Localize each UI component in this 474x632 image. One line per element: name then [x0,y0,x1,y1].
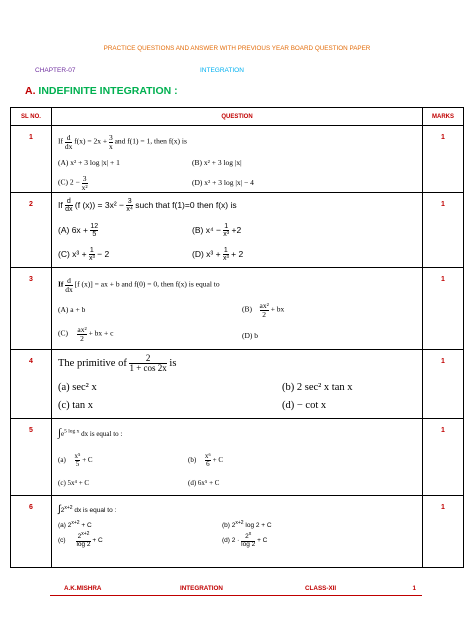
stem-part: and f(1) = 1, then f(x) is [114,136,187,146]
page-header: PRACTICE QUESTIONS AND ANSWER WITH PREVIOUS YEAR BOARD QUESTION PAPER [103,45,371,52]
option-b: (b) 2 sec² x tan x [282,382,353,393]
question-stem [58,504,116,515]
fraction: $\frac{d}{dx}$ [64,133,73,151]
footer-author: A.K.MISHRA [64,585,102,592]
stem-part: 2 [60,507,65,514]
fraction: $\frac{12}{5}$ [90,223,99,238]
fraction: $\frac{3}{\text{x⁴}}$ [126,198,133,213]
question-cell [52,268,423,350]
stem-part: If [58,279,64,289]
stem-part: such that f(1)=0 then f(x) is [135,199,237,210]
option-c: (c) $\frac{2^{x+2}}{\log 2}$ + C [58,531,103,548]
table-row [11,496,464,568]
table-row [11,419,464,496]
section-title: INDEFINITE INTEGRATION : [38,85,178,97]
option-text: (B) x⁴ − [192,224,221,235]
fraction: $\frac{3}{\text{x²}}$ [81,174,88,192]
option-c: (c) tan x [58,400,93,411]
option-text: (A) 6x + [58,224,88,235]
option-text: (C) 2 − [58,177,80,187]
col-question: QUESTION [52,108,423,126]
stem-part: dx is equal to : [81,430,123,438]
row-marks: 1 [423,350,464,419]
row-marks: 1 [423,268,464,350]
fraction: $\frac{\text{ax²}}{2}$ [259,301,269,319]
option-c [58,175,88,191]
fraction: $\frac{2^x}{\log 2}$ [241,531,256,548]
option-a: (A) a + b [58,305,86,314]
fraction: $\frac{2}{1 + \cos 2x}$ [129,353,167,373]
row-number: 3 [11,268,52,350]
option-b: (B) $\frac{\text{ax²}}{2}$ + bx [242,301,285,319]
option-d: (D) b [242,331,259,340]
question-stem [58,198,237,213]
option-text: (B) [242,304,252,314]
option-a: (a) sec² x [58,382,97,393]
stem-part: e [61,430,65,438]
exponent: x+2 [64,504,73,511]
option-d: (d) 2 · $\frac{2^x}{\log 2}$ + C [222,531,268,548]
question-stem [58,277,220,293]
row-marks: 1 [423,193,464,268]
option-a: (A) x² + 3 log |x| + 1 [58,158,120,167]
table-row [11,193,464,268]
chapter-label: CHAPTER-07 [35,67,76,74]
integral-sign: ∫ [58,504,61,515]
option-c: (C) $\frac{\text{ax²}}{2}$ + bx + c [58,325,114,343]
row-marks: 1 [423,496,464,568]
fraction: $\frac{\text{x⁵}}{5}$ [74,452,81,468]
question-cell [52,350,423,419]
option-b: (B) x² + 3 log |x| [192,158,242,167]
option-tail: +2 [229,224,242,235]
stem-part: f(x) = 2x + [74,136,108,146]
section-letter: A. [25,85,36,97]
fraction: $\frac{\text{x⁶}}{6}$ [204,452,211,468]
stem-part: If [58,199,63,210]
option-text: (D) x³ + [192,248,221,259]
option-a [58,223,98,238]
question-cell [52,126,423,193]
fraction: $\frac{d}{dx}$ [65,198,73,213]
row-number: 1 [11,126,52,193]
option-b [192,223,241,238]
footer-page-number: 1 [412,585,416,592]
row-marks: 1 [423,126,464,193]
row-number: 2 [11,193,52,268]
option-text: (c) [58,536,66,544]
question-stem [58,354,176,373]
option-a: (a) $2^{x+2} + C$ [58,520,92,530]
option-c: (c) 5x⁴ + C [58,479,90,487]
option-text: (C) x³ + [58,248,87,259]
question-stem [58,427,122,439]
option-d: (d) 6x⁵ + C [188,479,220,487]
fraction: $\frac{1}{\text{x³}}$ [222,247,229,262]
footer-class: CLASS-XII [305,585,337,592]
table-row [11,350,464,419]
section-heading [25,85,178,97]
option-d: (D) x² + 3 log |x| − 4 [192,178,254,187]
option-text: (C) [58,328,68,338]
stem-part: is [169,357,177,369]
row-number: 4 [11,350,52,419]
option-d: (d) − cot x [282,400,327,411]
option-text: (b) 2 [222,522,236,530]
question-cell [52,419,423,496]
option-d [192,247,243,262]
option-tail: − 2 [94,248,110,259]
option-tail: + 2 [228,248,244,259]
integral-sign: ∫ [58,427,62,439]
fraction: $\frac{d}{dx}$ [65,276,73,294]
fraction: $\frac{3}{x}$ [108,133,113,151]
option-text: (d) 2 · [222,536,240,544]
col-marks: MARKS [423,108,464,126]
option-c [58,247,109,262]
stem-part: dx is equal to : [74,507,117,514]
stem-part: The primitive of [58,357,127,369]
questions-table [10,107,464,568]
stem-part: (f (x)) = 3x² − [74,199,125,210]
col-sl: SL NO. [11,108,52,126]
option-text: (b) [188,456,197,465]
option-text: (a) 2 [58,522,72,530]
table-row [11,268,464,350]
option-b: (b) $2^{x+2}$ log 2 + C [222,520,272,530]
question-cell [52,193,423,268]
stem-part: If [58,136,63,146]
option-b: (b) $\frac{\text{x⁶}}{6}$ + C [188,452,223,468]
row-marks: 1 [423,419,464,496]
option-a: (a) $\frac{\text{x⁵}}{5}$ + C [58,452,93,468]
page-footer [50,585,422,596]
row-number: 6 [11,496,52,568]
chapter-topic: INTEGRATION [200,67,244,74]
question-cell [52,496,423,568]
fraction: $\frac{1}{\text{x³}}$ [88,247,95,262]
row-number: 5 [11,419,52,496]
fraction: $\frac{2^{x+2}}{\log 2}$ [76,531,91,548]
table-header-row [11,108,464,126]
fraction: $\frac{1}{\text{x³}}$ [223,223,230,238]
question-stem [58,134,187,150]
exponent: 5 log x [64,428,80,435]
stem-part: [f (x)] = ax + b and f(0) = 0, then f(x) is equal to [74,279,220,289]
fraction: $\frac{\text{ax²}}{2}$ [77,325,87,343]
option-text: (a) [58,456,66,465]
footer-subject: INTEGRATION [180,585,223,592]
table-row [11,126,464,193]
